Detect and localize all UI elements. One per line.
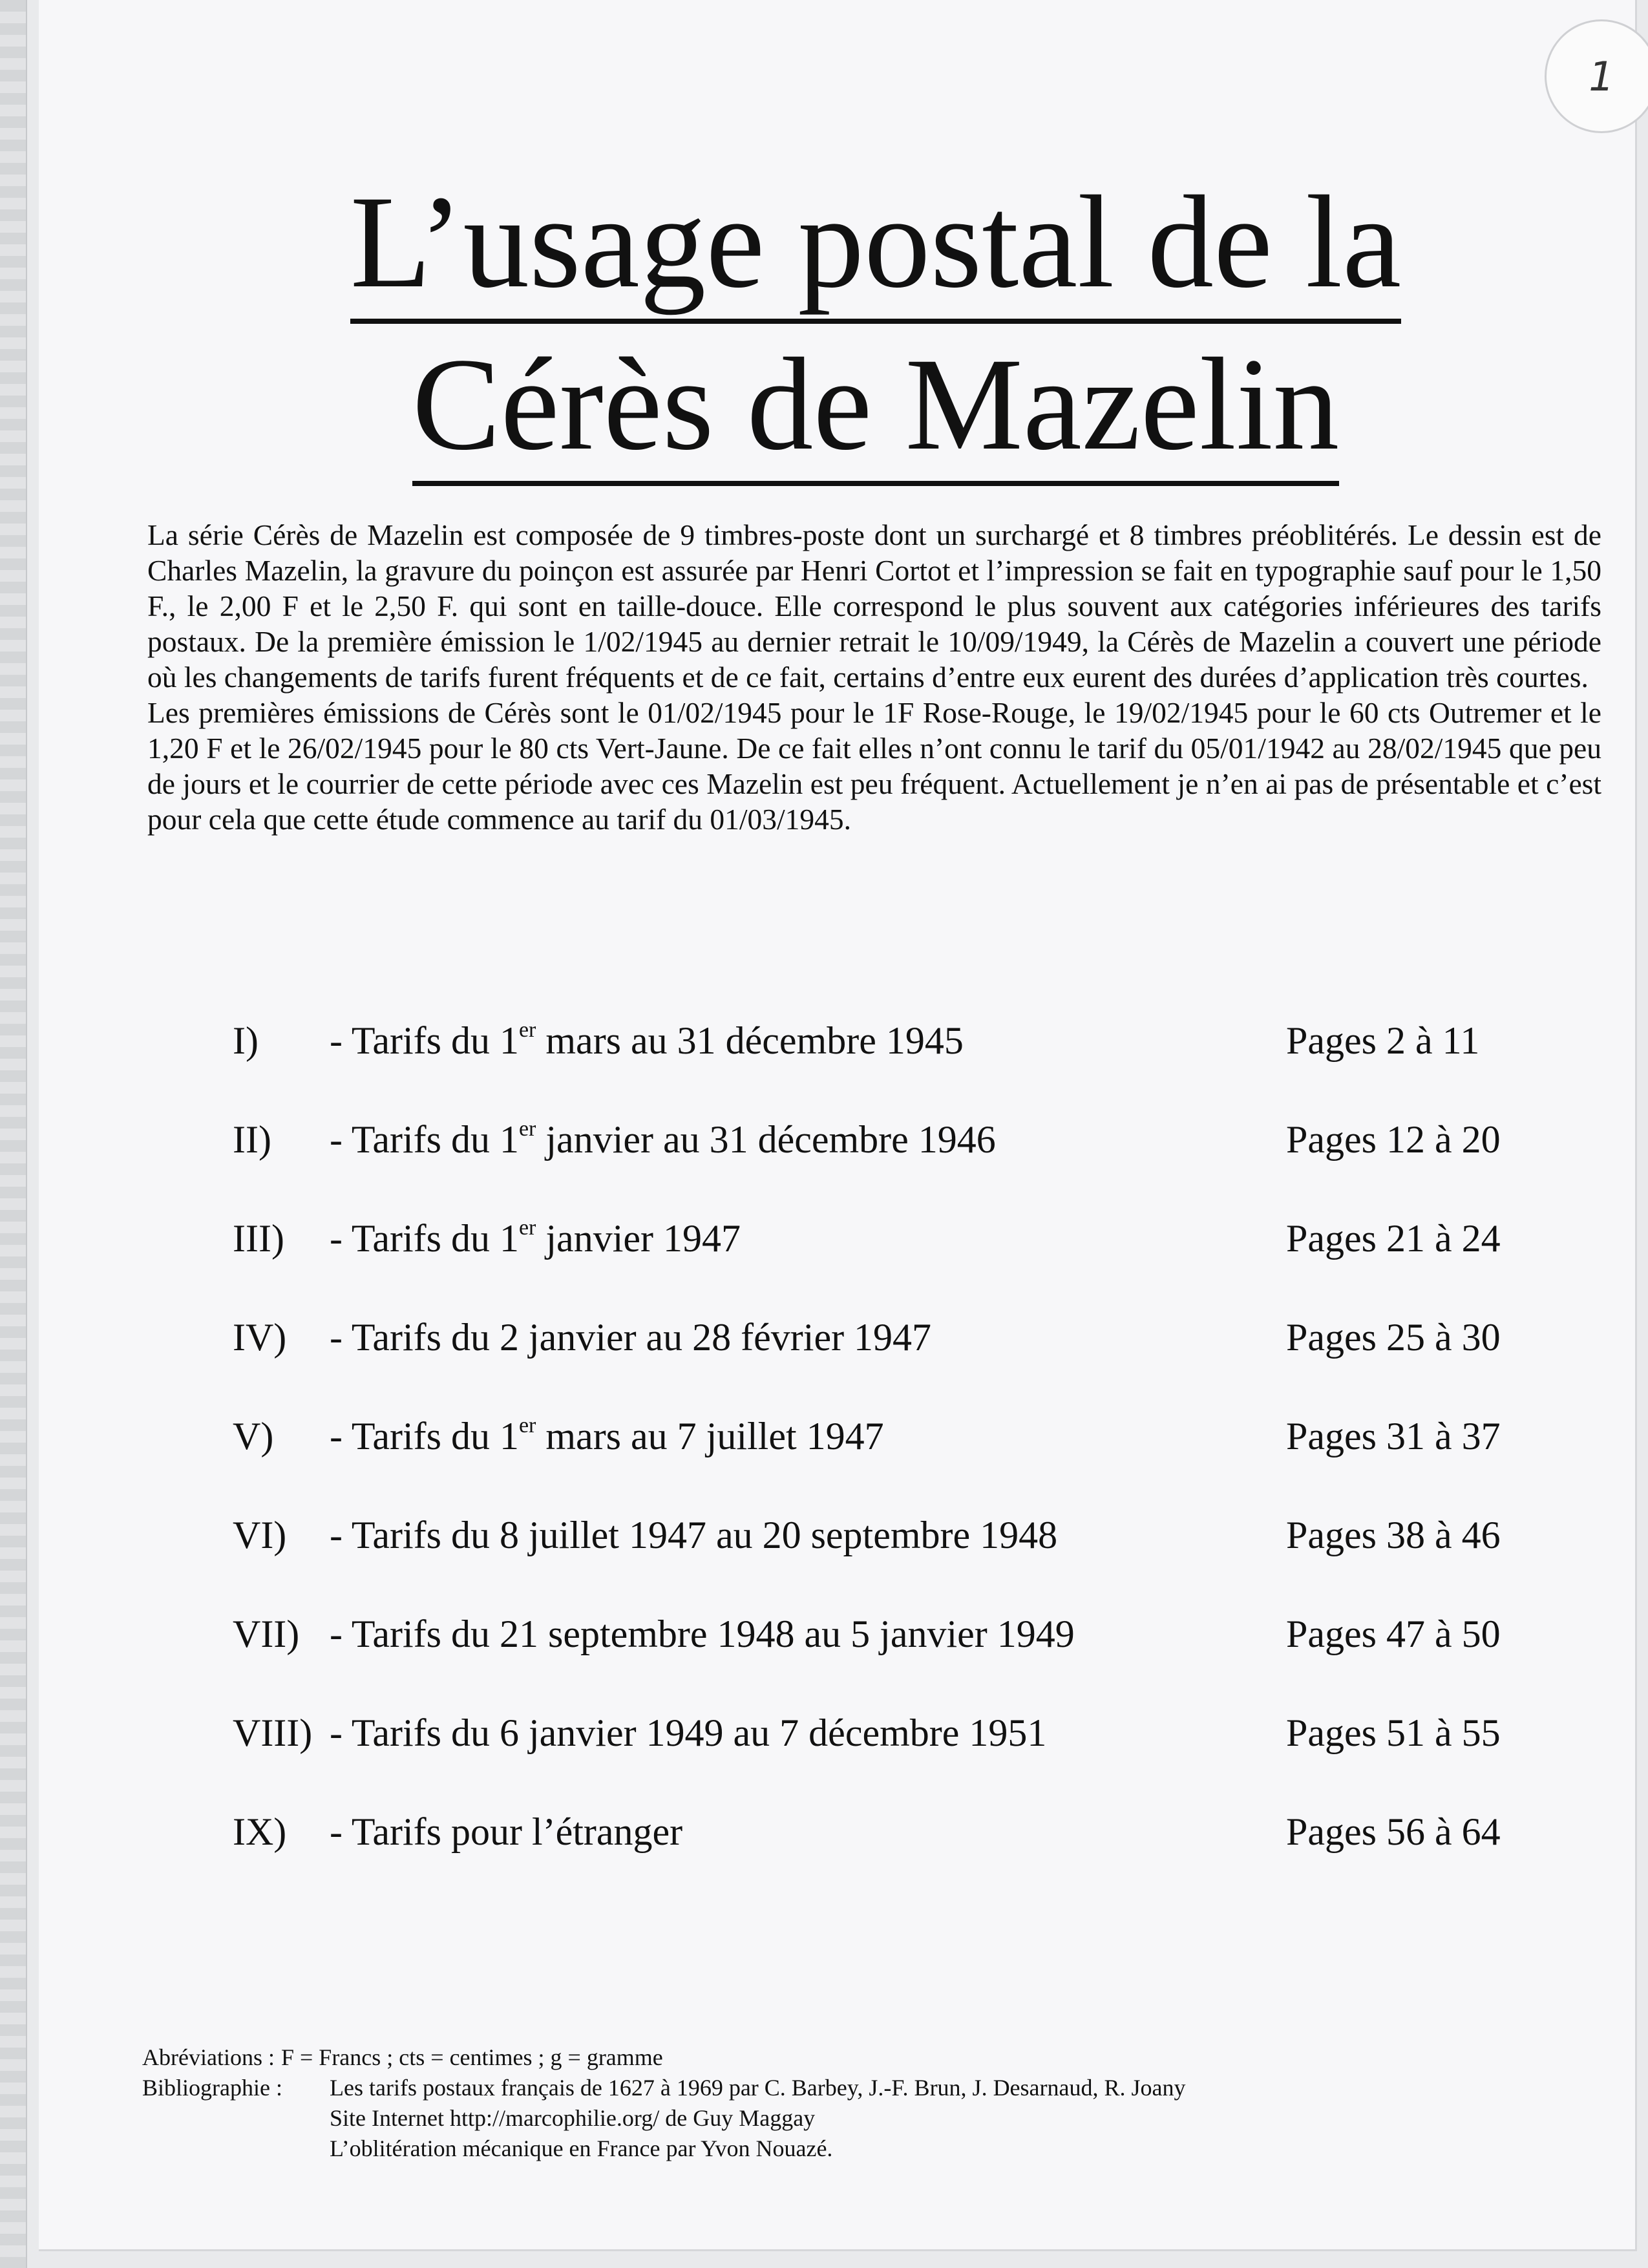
toc-row	[233, 1806, 1558, 1905]
title-line-2: Cérès de Mazelin	[412, 334, 1339, 486]
toc-label-text: - Tarifs du 6 janvier 1949 au 7 décembre 1951	[330, 1712, 1047, 1754]
toc-row	[233, 1410, 1558, 1509]
toc-pages: Pages 25 à 30	[1286, 1316, 1501, 1359]
toc-row	[233, 1509, 1558, 1608]
toc-label-superscript: er	[518, 1216, 536, 1240]
toc-row	[233, 1311, 1558, 1410]
page-number: 1	[1545, 19, 1648, 133]
table-of-contents	[233, 1015, 1558, 1905]
title-line-1: L’usage postal de la	[350, 171, 1401, 324]
toc-number: III)	[233, 1217, 284, 1260]
toc-label-text: janvier 1947	[536, 1217, 741, 1260]
bibliography-list	[330, 2073, 1186, 2164]
toc-label	[330, 1608, 1075, 1660]
bibliography-item: Les tarifs postaux français de 1627 à 1969 par C. Barbey, J.-F. Brun, J. Desarnaud, R. Joany	[330, 2075, 1186, 2101]
toc-label	[330, 1806, 682, 1858]
toc-label-text: - Tarifs du 1	[330, 1019, 519, 1062]
toc-label-text: - Tarifs du 1	[330, 1217, 519, 1260]
toc-label-text: mars au 31 décembre 1945	[536, 1019, 964, 1062]
toc-number: IX)	[233, 1810, 287, 1853]
toc-label	[330, 1509, 1057, 1561]
toc-number: V)	[233, 1415, 274, 1457]
abbreviations-label: Abréviations :	[142, 2044, 275, 2070]
abbreviations-row	[142, 2042, 1186, 2073]
bibliography-row	[142, 2073, 1186, 2164]
toc-row	[233, 1114, 1558, 1213]
footer-notes	[142, 2042, 1186, 2164]
toc-label-text: - Tarifs du 1	[330, 1415, 519, 1457]
toc-pages: Pages 51 à 55	[1286, 1712, 1501, 1754]
toc-label	[330, 1213, 741, 1264]
toc-label	[330, 1410, 884, 1462]
toc-number: VI)	[233, 1514, 287, 1556]
toc-label	[330, 1015, 964, 1066]
toc-label-superscript: er	[518, 1117, 536, 1141]
toc-row	[233, 1015, 1558, 1114]
toc-label-text: - Tarifs pour l’étranger	[330, 1810, 683, 1853]
toc-label-text: - Tarifs du 1	[330, 1118, 519, 1161]
toc-pages: Pages 56 à 64	[1286, 1810, 1501, 1853]
bibliography-label: Bibliographie :	[142, 2075, 282, 2101]
toc-label-superscript: er	[518, 1414, 536, 1437]
toc-label	[330, 1707, 1046, 1759]
toc-pages: Pages 2 à 11	[1286, 1019, 1480, 1062]
bibliography-item: L’oblitération mécanique en France par Yvon Nouazé.	[330, 2136, 833, 2161]
toc-number: IV)	[233, 1316, 287, 1359]
intro-text	[147, 517, 1601, 837]
page-title	[142, 162, 1609, 486]
intro-paragraph-2: Les premières émissions de Cérès sont le 01/02/1945 pour le 1F Rose-Rouge, le 19/02/1945 pour le 60 cts Outremer et le 1,20 F et le 26/02/1945 pour le 80 cts Vert-Jaune. De ce fait elles n’ont connu le tarif du 05/01/1942 au 28/02/1945 que peu de jours et le courrier de cette période avec ces Mazelin est peu fréquent. Actuellement je n’en ai pas de présentable et c’est pour cela que cette étude commence au tarif du 01/03/1945.	[147, 696, 1601, 836]
toc-label-text: janvier au 31 décembre 1946	[536, 1118, 996, 1161]
toc-pages: Pages 12 à 20	[1286, 1118, 1501, 1161]
toc-label-text: mars au 7 juillet 1947	[536, 1415, 884, 1457]
bibliography-item: Site Internet http://marcophilie.org/ de Guy Maggay	[330, 2105, 816, 2131]
toc-row	[233, 1608, 1558, 1707]
toc-number: VII)	[233, 1613, 300, 1655]
toc-pages: Pages 47 à 50	[1286, 1613, 1501, 1655]
toc-number: VIII)	[233, 1712, 313, 1754]
document-page	[39, 0, 1637, 2251]
toc-label	[330, 1114, 996, 1165]
toc-row	[233, 1213, 1558, 1311]
toc-label-text: - Tarifs du 21 septembre 1948 au 5 janvier 1949	[330, 1613, 1075, 1655]
toc-pages: Pages 31 à 37	[1286, 1415, 1501, 1457]
toc-pages: Pages 38 à 46	[1286, 1514, 1501, 1556]
toc-label-text: - Tarifs du 8 juillet 1947 au 20 septembre 1948	[330, 1514, 1058, 1556]
toc-label-superscript: er	[518, 1018, 536, 1042]
toc-label-text: - Tarifs du 2 janvier au 28 février 1947	[330, 1316, 932, 1359]
toc-label	[330, 1311, 931, 1363]
toc-row	[233, 1707, 1558, 1806]
toc-number: I)	[233, 1019, 259, 1062]
toc-pages: Pages 21 à 24	[1286, 1217, 1501, 1260]
abbreviations-text: F = Francs ; cts = centimes ; g = gramme	[280, 2044, 663, 2070]
toc-number: II)	[233, 1118, 271, 1161]
binder-strip	[0, 0, 27, 2268]
intro-paragraph-1: La série Cérès de Mazelin est composée de 9 timbres-poste dont un surchargé et 8 timbres préoblitérés. Le dessin est de Charles Mazelin, la gravure du poinçon est assurée par Henri Cortot et l’impression se fait en typographie sauf pour le 1,50 F., le 2,00 F et le 2,50 F. qui sont en taille-douce. Elle correspond le plus souvent aux catégories inférieures des tarifs postaux. De la première émission le 1/02/1945 au dernier retrait le 10/09/1949, la Cérès de Mazelin a couvert une période où les changements de tarifs furent fréquents et de ce fait, certains d’entre eux eurent des durées d’application très courtes.	[147, 518, 1601, 694]
